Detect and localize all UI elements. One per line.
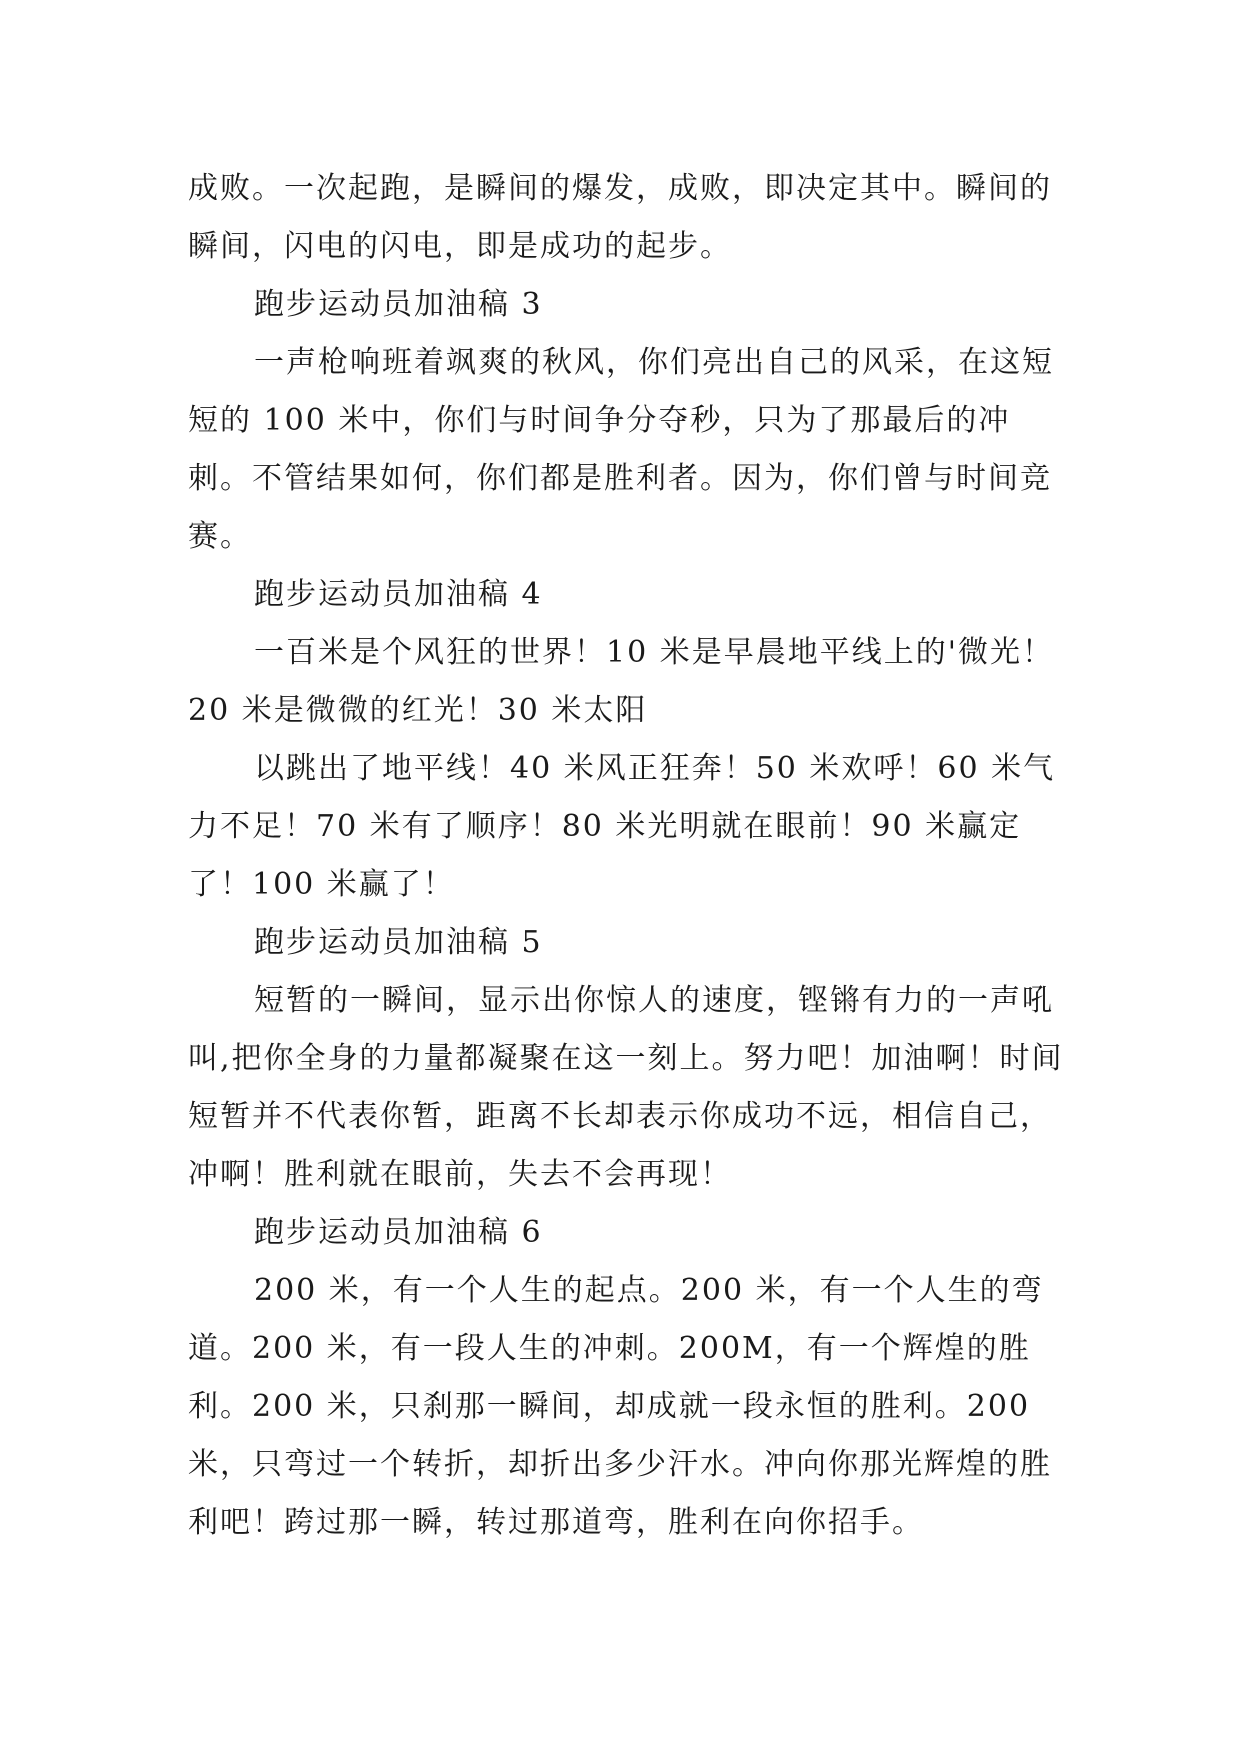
document-page	[188, 160, 1068, 1552]
section-heading-3: 跑步运动员加油稿 3	[254, 287, 543, 322]
paragraph: 200 米，有一个人生的起点。200 米，有一个人生的弯道。200 米，有一段人生的冲刺。200M，有一个辉煌的胜利。200 米，只刹那一瞬间，却成就一段永恒的胜利。200 米，只弯过一个转折，却折出多少汗水。冲向你那光辉煌的胜利吧！跨过那一瞬，转过那道弯，胜利在向你招手。	[188, 1273, 1052, 1540]
section-heading-6: 跑步运动员加油稿 6	[254, 1215, 543, 1250]
paragraph: 一声枪响班着飒爽的秋风，你们亮出自己的风采，在这短短的 100 米中，你们与时间争分夺秒，只为了那最后的冲刺。不管结果如何，你们都是胜利者。因为，你们曾与时间竞赛。	[188, 345, 1054, 554]
section-heading-5: 跑步运动员加油稿 5	[254, 925, 543, 960]
paragraph: 短暂的一瞬间，显示出你惊人的速度，铿锵有力的一声吼叫,把你全身的力量都凝聚在这一刻上。努力吧！加油啊！时间短暂并不代表你暂，距离不长却表示你成功不远，相信自己，冲啊！胜利就在眼前，失去不会再现！	[188, 983, 1064, 1192]
paragraph: 以跳出了地平线！40 米风正狂奔！50 米欢呼！60 米气力不足！70 米有了顺序！80 米光明就在眼前！90 米赢定了！100 米赢了！	[188, 751, 1056, 902]
paragraph-continuation: 成败。一次起跑，是瞬间的爆发，成败，即决定其中。瞬间的瞬间，闪电的闪电，即是成功的起步。	[188, 171, 1052, 264]
section-heading-4: 跑步运动员加油稿 4	[254, 577, 543, 612]
paragraph: 一百米是个风狂的世界！10 米是早晨地平线上的'微光！20 米是微微的红光！30 米太阳	[188, 635, 1054, 728]
